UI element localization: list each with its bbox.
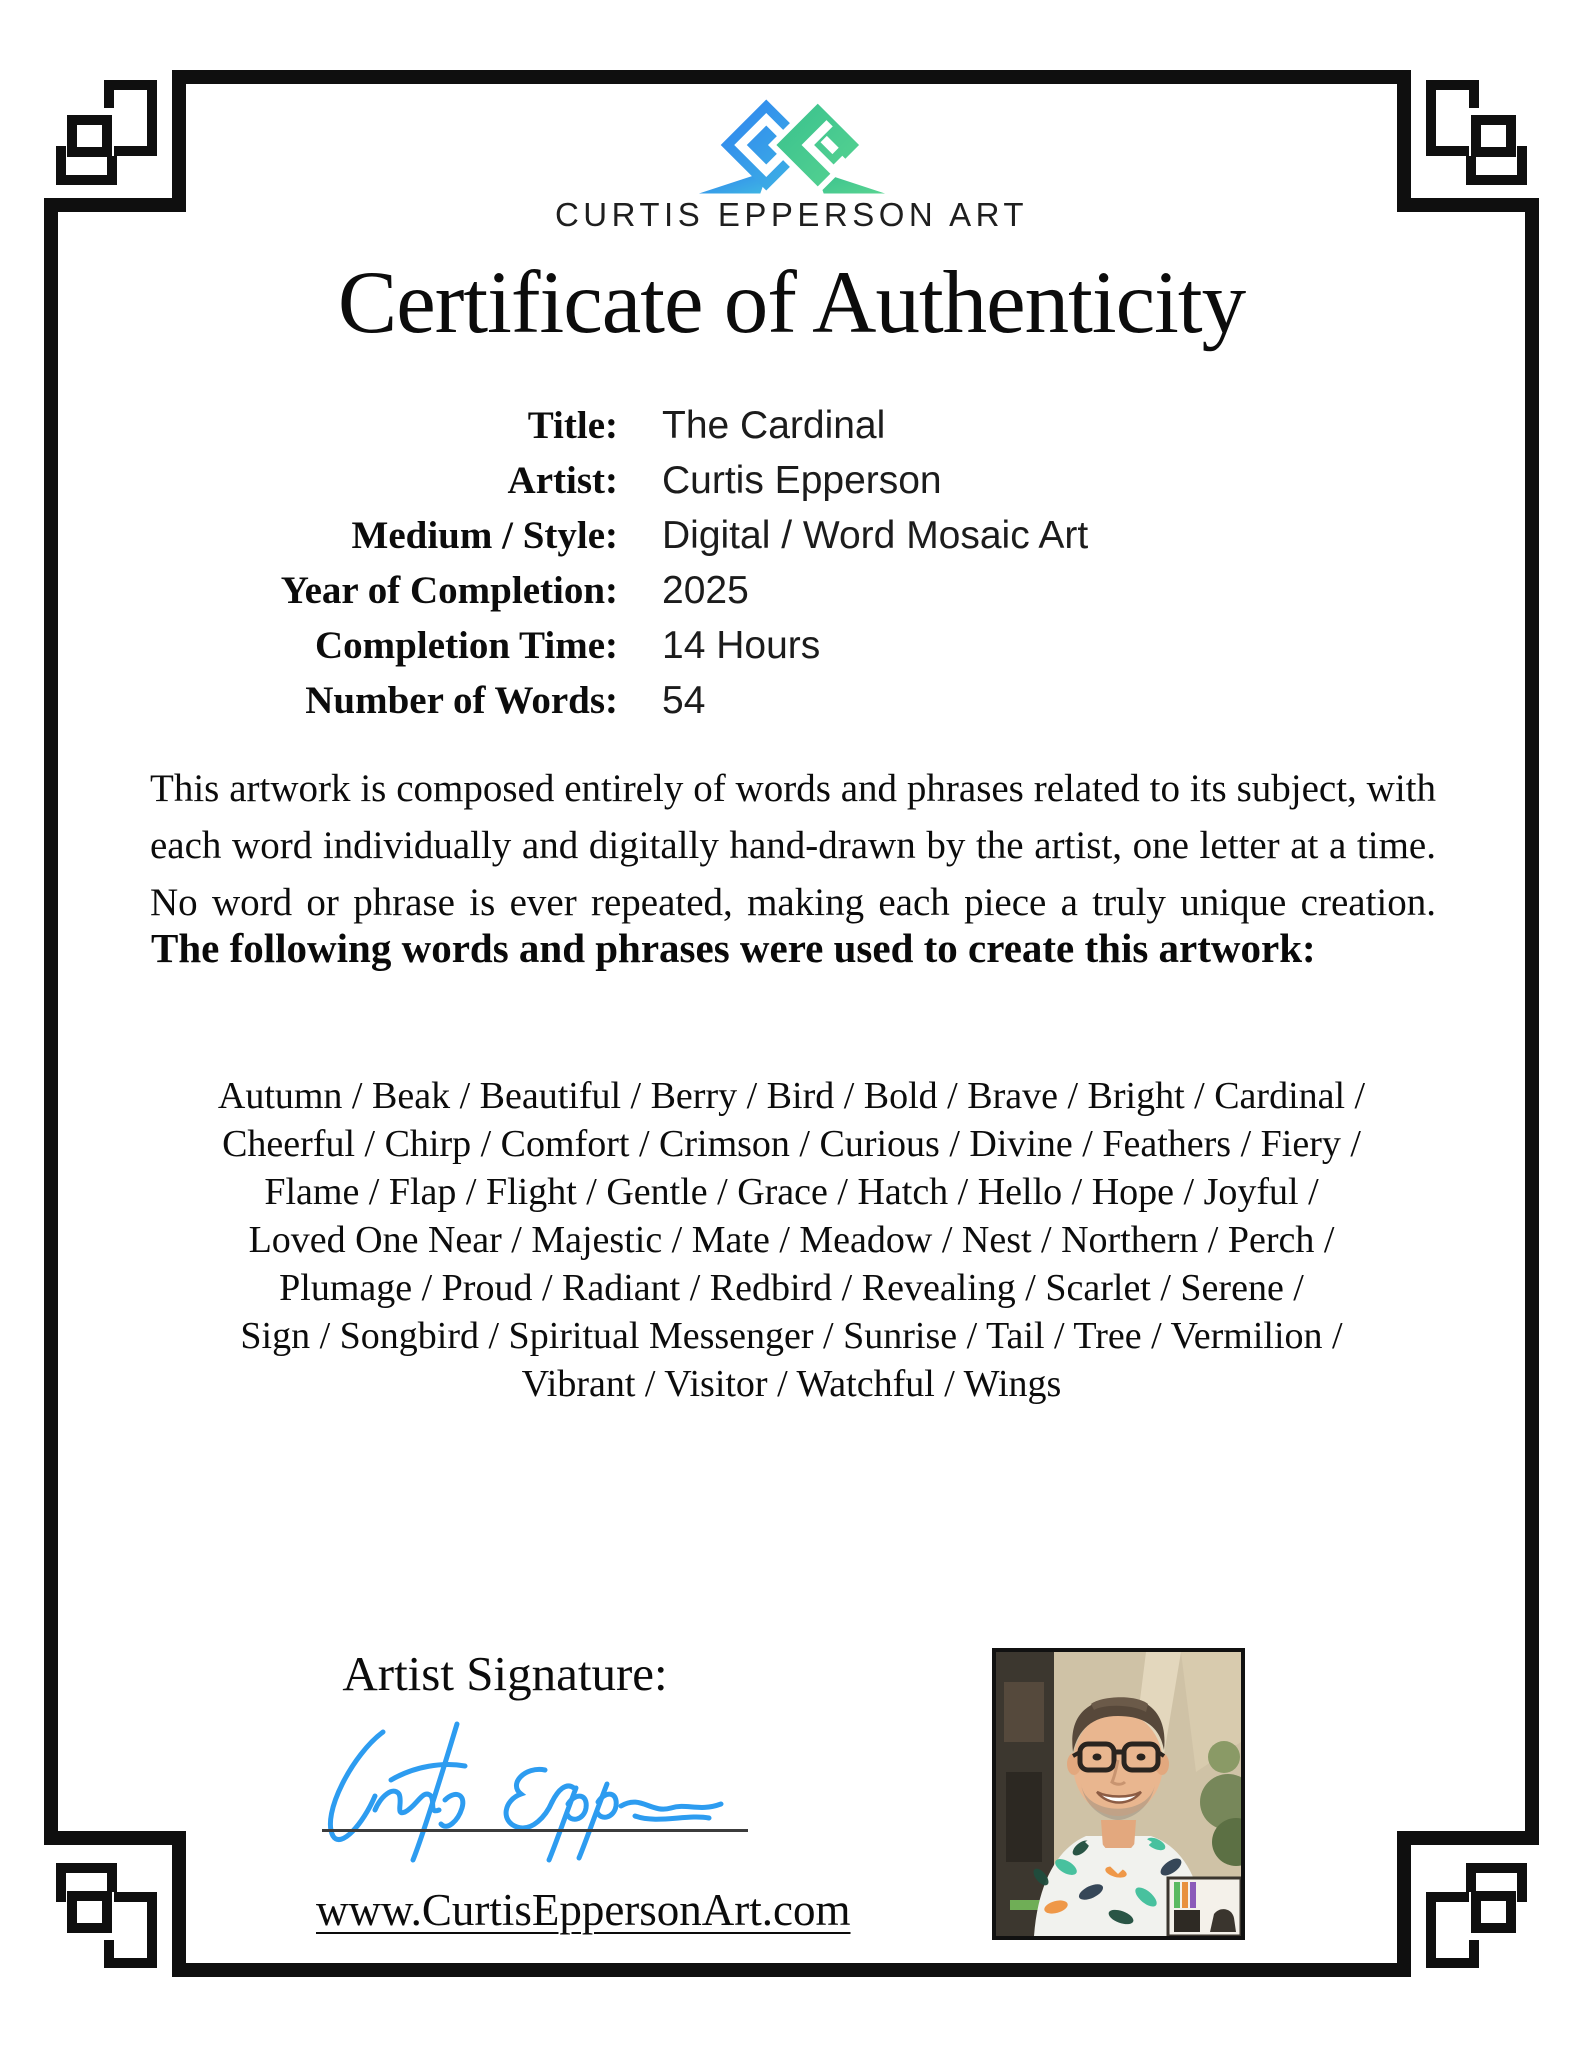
detail-label-year: Year of Completion:: [280, 569, 618, 612]
artwork-description: [150, 760, 1436, 931]
detail-value-words: 54: [662, 679, 706, 722]
description-line: No word or phrase is ever repeated, making each piece a truly unique creation.: [150, 881, 1436, 924]
word-list-line: Sign / Songbird / Spiritual Messenger / Sunrise / Tail / Tree / Vermilion /: [240, 1315, 1343, 1357]
word-list-line: Vibrant / Visitor / Watchful / Wings: [521, 1363, 1062, 1405]
website-url: www.CurtisEppersonArt.com: [316, 1885, 851, 1935]
detail-label-time: Completion Time:: [315, 624, 618, 667]
detail-label-title: Title:: [527, 404, 618, 447]
detail-label-words: Number of Words:: [305, 679, 618, 722]
word-list-heading: The following words and phrases were used to create this artwork:: [151, 925, 1316, 971]
detail-value-year: 2025: [662, 569, 749, 612]
detail-value-medium: Digital / Word Mosaic Art: [662, 514, 1089, 557]
word-list-line: Autumn / Beak / Beautiful / Berry / Bird / Bold / Brave / Bright / Cardinal /: [217, 1075, 1366, 1117]
signature-line: [322, 1829, 748, 1832]
word-list: [80, 1072, 1503, 1408]
certificate-title: Certificate of Authenticity: [337, 254, 1246, 352]
brand-name: CURTIS EPPERSON ART: [554, 196, 1029, 233]
artist-signature-label: Artist Signature:: [342, 1646, 668, 1701]
brand-logo-icon: [693, 93, 891, 199]
description-line: This artwork is composed entirely of words and phrases related to its subject, with: [150, 767, 1436, 810]
detail-value-time: 14 Hours: [662, 624, 821, 667]
corner-ornament-icon: [61, 85, 1522, 1963]
detail-value-artist: Curtis Epperson: [662, 459, 942, 502]
detail-value-title: The Cardinal: [662, 404, 886, 447]
detail-label-artist: Artist:: [507, 459, 618, 502]
word-list-line: Plumage / Proud / Radiant / Redbird / Revealing / Scarlet / Serene /: [279, 1267, 1304, 1309]
artwork-details-table: [150, 398, 1282, 728]
description-line: each word individually and digitally hand-drawn by the artist, one letter at a time.: [150, 824, 1436, 867]
word-list-line: Loved One Near / Majestic / Mate / Meadow / Nest / Northern / Perch /: [248, 1219, 1335, 1261]
word-list-line: Flame / Flap / Flight / Gentle / Grace / Hatch / Hello / Hope / Joyful /: [264, 1171, 1319, 1213]
artist-signature-handwriting: [305, 1718, 750, 1868]
artist-photo: [992, 1648, 1245, 1940]
word-list-line: Cheerful / Chirp / Comfort / Crimson / Curious / Divine / Feathers / Fiery /: [222, 1123, 1361, 1165]
detail-label-medium: Medium / Style:: [351, 514, 618, 557]
